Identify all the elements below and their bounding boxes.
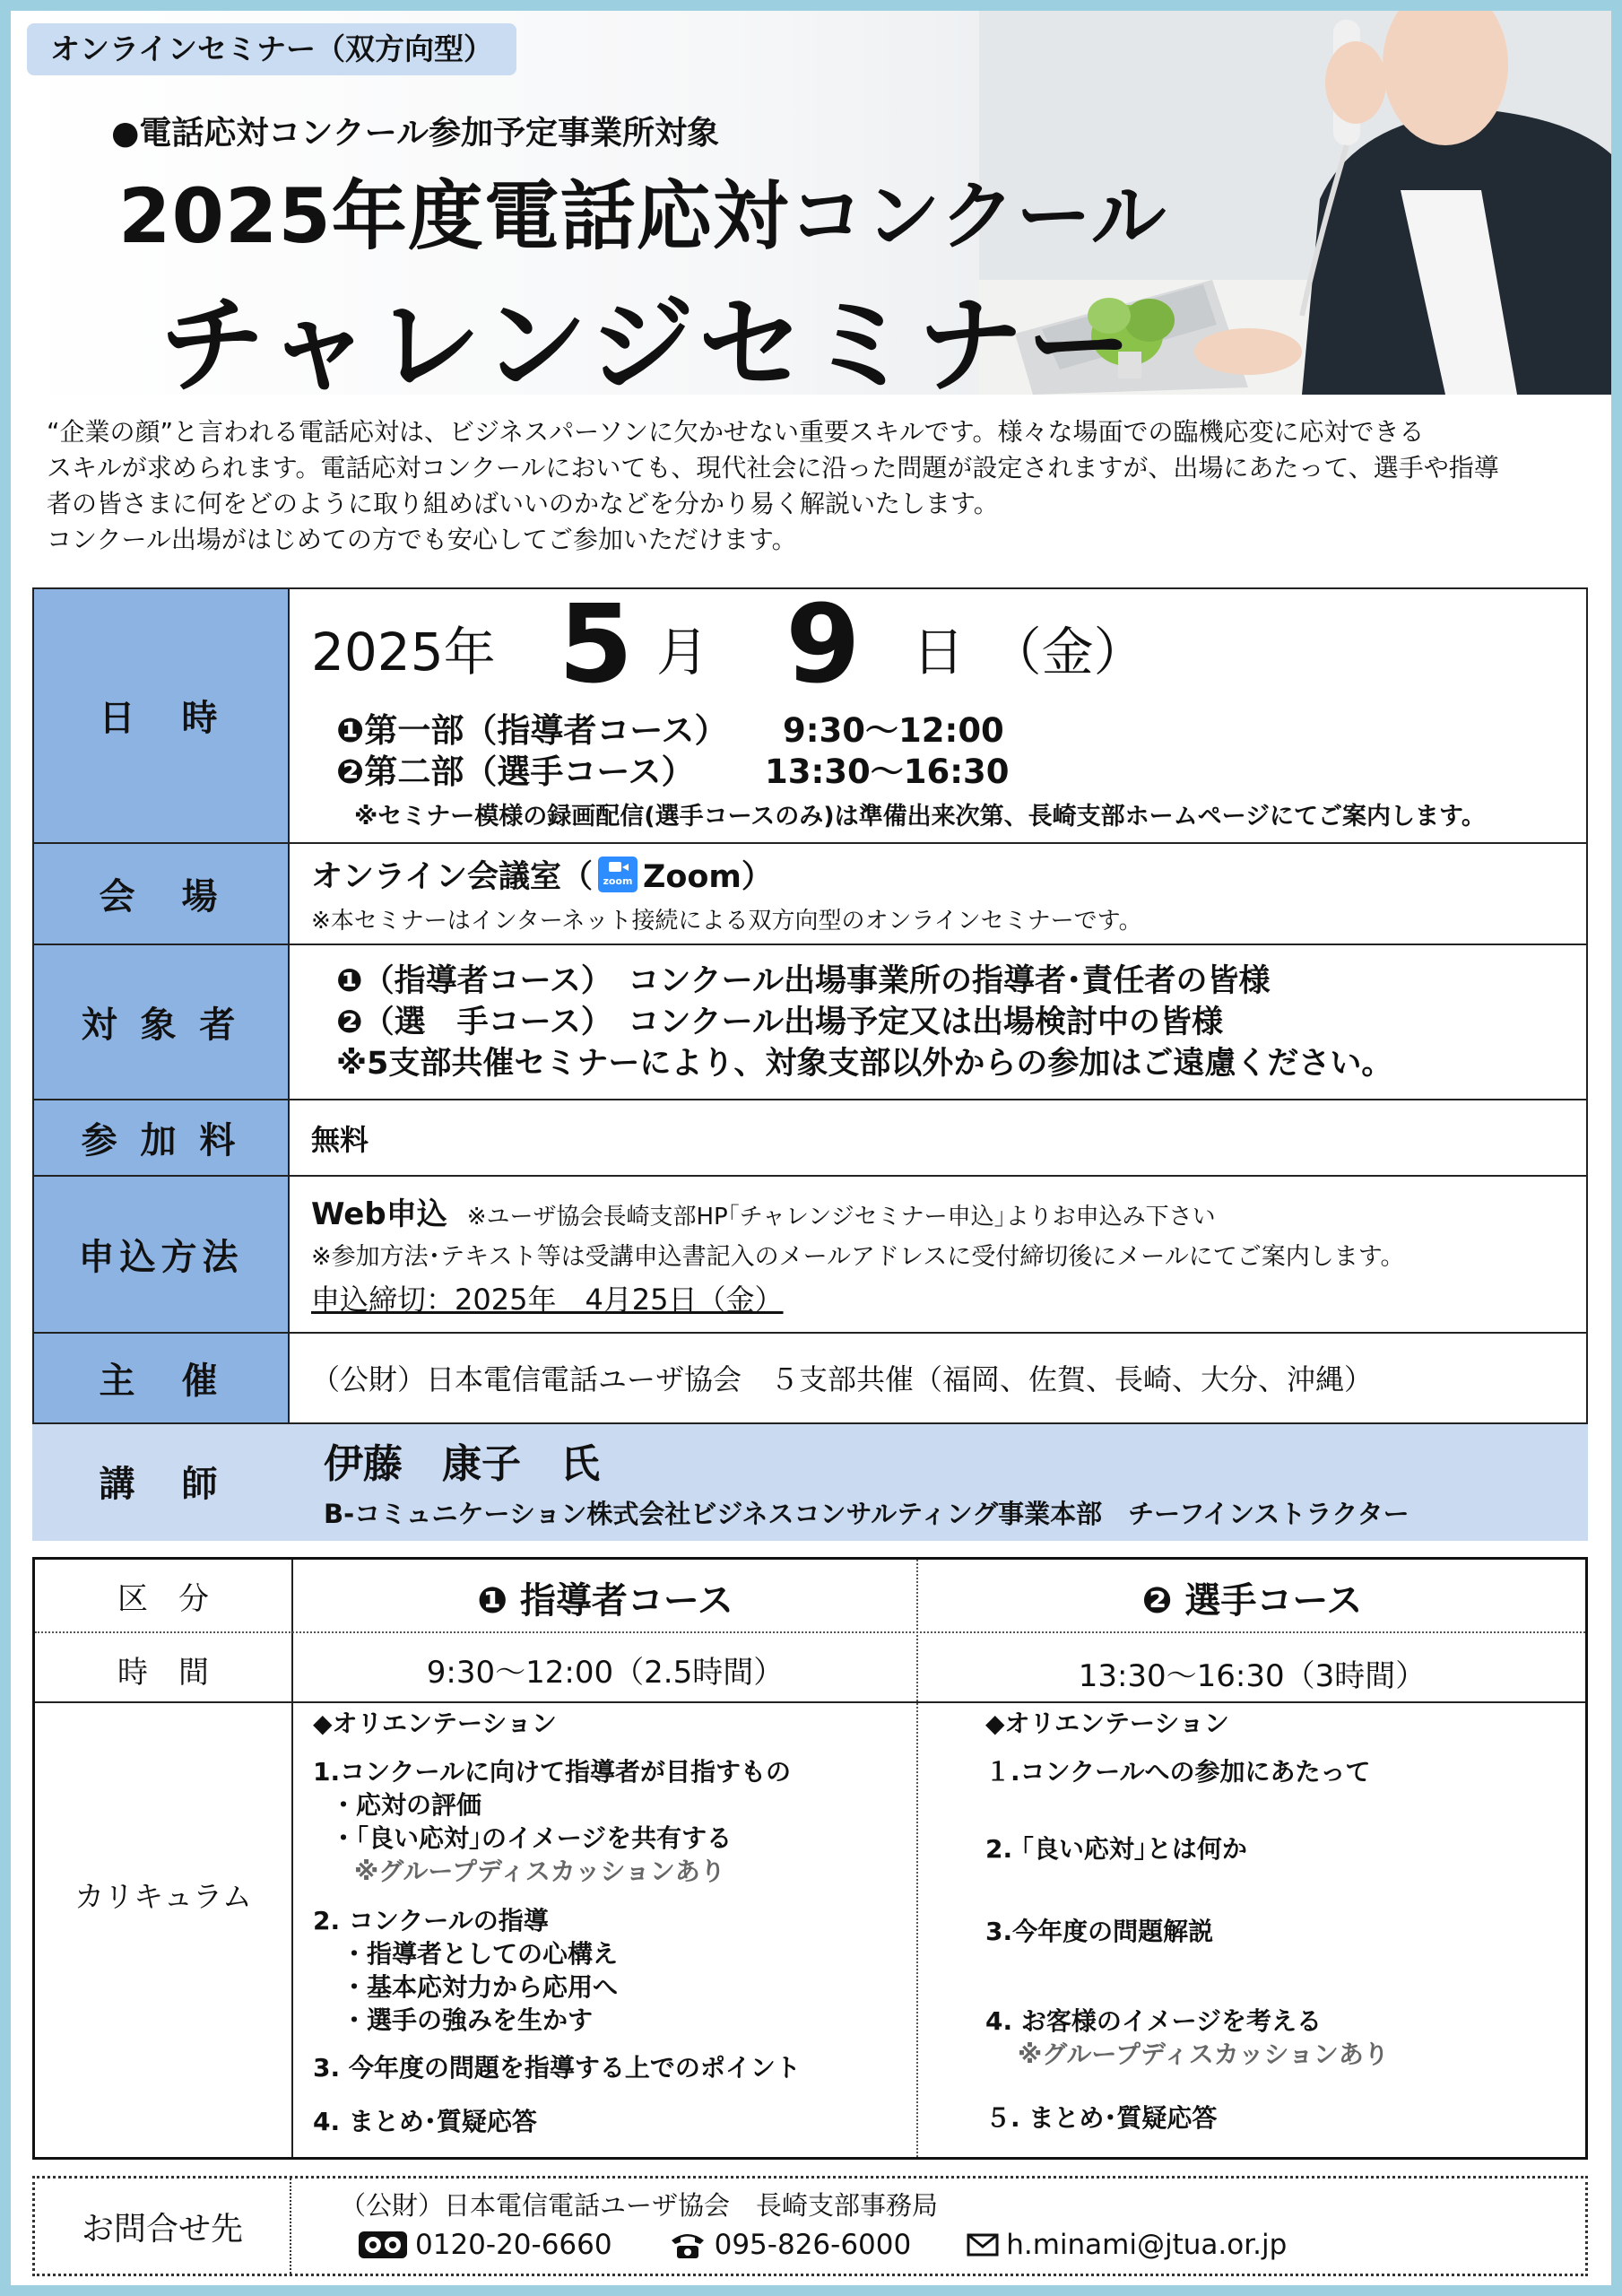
- intro-text: [47, 414, 1589, 558]
- date-weekday: （金）: [989, 622, 1146, 683]
- freedial-number: 0120-20-6660: [415, 2229, 612, 2261]
- apply-method-note: ※ユーザ協会長崎支部HP｢チャレンジセミナー申込｣よりお申込み下さい: [466, 1204, 1216, 1231]
- curriculum-item: 3.今年度の問題解説: [985, 1917, 1214, 1946]
- intro-line: 者の皆さまに何をどのように取り組めばいいのかなどを分かり易く解説いたします。: [47, 489, 999, 518]
- target-line1: ❶（指導者コース） コンクール出場事業所の指導者･責任者の皆様: [336, 962, 1271, 999]
- date-day-unit: 日: [912, 622, 965, 683]
- session-list: [311, 710, 1586, 793]
- course1-title: ❶ 指導者コース: [477, 1580, 733, 1622]
- freedial-icon: [358, 2231, 408, 2259]
- course2-time: 13:30～16:30（3時間）: [1078, 1658, 1427, 1694]
- phone-icon: [668, 2230, 707, 2260]
- curriculum-label: カリキュラム: [74, 1879, 252, 1914]
- curriculum-item: ◆オリエンテーション: [313, 1709, 557, 1738]
- course-table: [32, 1557, 1588, 2160]
- venue-cell: [289, 843, 1587, 944]
- curriculum-item: 2. コンクールの指導: [313, 1906, 549, 1935]
- apply-note: ※参加方法･テキスト等は受講申込書記入のメールアドレスに受付締切後にメールにてご案内します。: [311, 1243, 1405, 1272]
- date-day: 9: [785, 583, 861, 709]
- page-title-line2: チャレンジセミナー: [160, 283, 1136, 395]
- date-cell: [289, 583, 1587, 843]
- apply-method: Web申込: [311, 1196, 447, 1233]
- curriculum-item: １.コンクールへの参加にあたって: [985, 1757, 1371, 1787]
- lecturer-name: 伊藤 康子 氏: [324, 1441, 600, 1488]
- curriculum-item: ※グループディスカッションあり: [354, 1857, 725, 1886]
- recording-note: ※セミナー模様の録画配信(選手コースのみ)は準備出来次第、長崎支部ホームページにてご案内します。: [354, 803, 1486, 831]
- division-label: 区 分: [117, 1581, 209, 1617]
- intro-line: コンクール出場がはじめての方でも安心してご参加いただけます。: [47, 525, 797, 554]
- host-value: （公財）日本電信電話ユーザ協会 ５支部共催（福岡、佐賀、長崎、大分、沖縄）: [289, 1333, 1587, 1423]
- curriculum-item: ５. まとめ･質疑応答: [985, 2103, 1218, 2133]
- curriculum-item: 3. 今年度の問題を指導する上でのポイント: [313, 2053, 801, 2083]
- curriculum-item: ・｢良い応対｣のイメージを共有する: [331, 1823, 733, 1853]
- contact-org: （公財）日本電信電話ユーザ協会 長崎支部事務局: [340, 2190, 939, 2221]
- time-label: 時 間: [117, 1655, 209, 1691]
- header-banner: [11, 11, 1611, 395]
- course2-title: ❷ 選手コース: [1141, 1580, 1363, 1622]
- event-date: [311, 583, 1586, 709]
- curriculum-item: ◆オリエンテーション: [985, 1709, 1229, 1738]
- course1-time: 9:30～12:00（2.5時間）: [426, 1655, 785, 1691]
- venue-note: ※本セミナーはインターネット接続による双方向型のオンラインセミナーです。: [311, 907, 1142, 935]
- date-month-unit: 月: [656, 622, 709, 683]
- curriculum-item: 4. お客様のイメージを考える: [985, 2006, 1323, 2036]
- mail-icon: [967, 2232, 999, 2257]
- venue-name: オンライン会議室（: [311, 858, 593, 895]
- session1-time: 9:30～12:00: [783, 711, 1004, 751]
- contact-label: お問合せ先: [35, 2179, 291, 2274]
- page-title-line1: 2025年度電話応対コンクール: [118, 172, 1167, 260]
- intro-line: スキルが求められます。電話応対コンクールにおいても、現代社会に沿った問題が設定されますが、出場にあたって、選手や指導: [47, 453, 1499, 483]
- apply-label: 申込方法: [33, 1176, 289, 1333]
- apply-deadline: 申込締切：2025年 4月25日（金）: [311, 1283, 784, 1318]
- curriculum-item: ・指導者としての心構え: [342, 1939, 619, 1969]
- curriculum-item: ・選手の強みを生かす: [342, 2005, 594, 2035]
- contact-box: [32, 2176, 1588, 2276]
- contact-lines: [358, 2229, 1342, 2261]
- session1-name: ❶第一部（指導者コース）: [336, 711, 728, 751]
- fee-label: 参 加 料: [33, 1100, 289, 1176]
- target-label: 対 象 者: [33, 944, 289, 1100]
- host-label: 主 催: [33, 1333, 289, 1423]
- venue-label: 会 場: [33, 843, 289, 944]
- date-label: 日 時: [33, 588, 289, 843]
- curriculum-item: 2. ｢良い応対｣とは何か: [985, 1834, 1247, 1864]
- fee-value: 無料: [289, 1100, 1587, 1176]
- apply-cell: [289, 1176, 1587, 1333]
- info-table: [32, 583, 1588, 1541]
- curriculum-item: ※グループディスカッションあり: [1018, 2039, 1389, 2069]
- intro-line: “企業の顔”と言われる電話応対は、ビジネスパーソンに欠かせない重要スキルです。様々な場面での臨機応変に応対できる: [47, 417, 1425, 447]
- seminar-type-tag: オンラインセミナー（双方向型）: [27, 23, 516, 75]
- zoom-icon: zoom: [598, 857, 638, 892]
- target-note: ※5支部共催セミナーにより、対象支部以外からの参加はご遠慮ください。: [336, 1045, 1393, 1082]
- curriculum-item: ・応対の評価: [331, 1790, 482, 1820]
- curriculum-item: 4. まとめ･質疑応答: [313, 2107, 537, 2136]
- phone-number: 095-826-6000: [714, 2229, 912, 2261]
- header-subtitle: ●電話応対コンクール参加予定事業所対象: [111, 115, 719, 152]
- date-year: 2025年: [311, 622, 496, 683]
- venue-zoom: Zoom）: [642, 858, 773, 895]
- curriculum-item: 1.コンクールに向けて指導者が目指すもの: [313, 1757, 792, 1787]
- session2-name: ❷第二部（選手コース）: [336, 752, 695, 792]
- email-address[interactable]: h.minami@jtua.or.jp: [1006, 2229, 1288, 2261]
- lecturer-org: B-コミュニケーション株式会社ビジネスコンサルティング事業本部 チーフインストラクター: [324, 1499, 1409, 1530]
- target-line2: ❷（選 手コース） コンクール出場予定又は出場検討中の皆様: [336, 1004, 1223, 1040]
- date-month: 5: [558, 583, 634, 709]
- session2-time: 13:30～16:30: [765, 752, 1010, 792]
- curriculum-item: ・基本応対力から応用へ: [342, 1972, 619, 2002]
- target-cell: [289, 944, 1587, 1100]
- lecturer-cell: [289, 1423, 1587, 1540]
- lecturer-label: 講 師: [33, 1423, 289, 1540]
